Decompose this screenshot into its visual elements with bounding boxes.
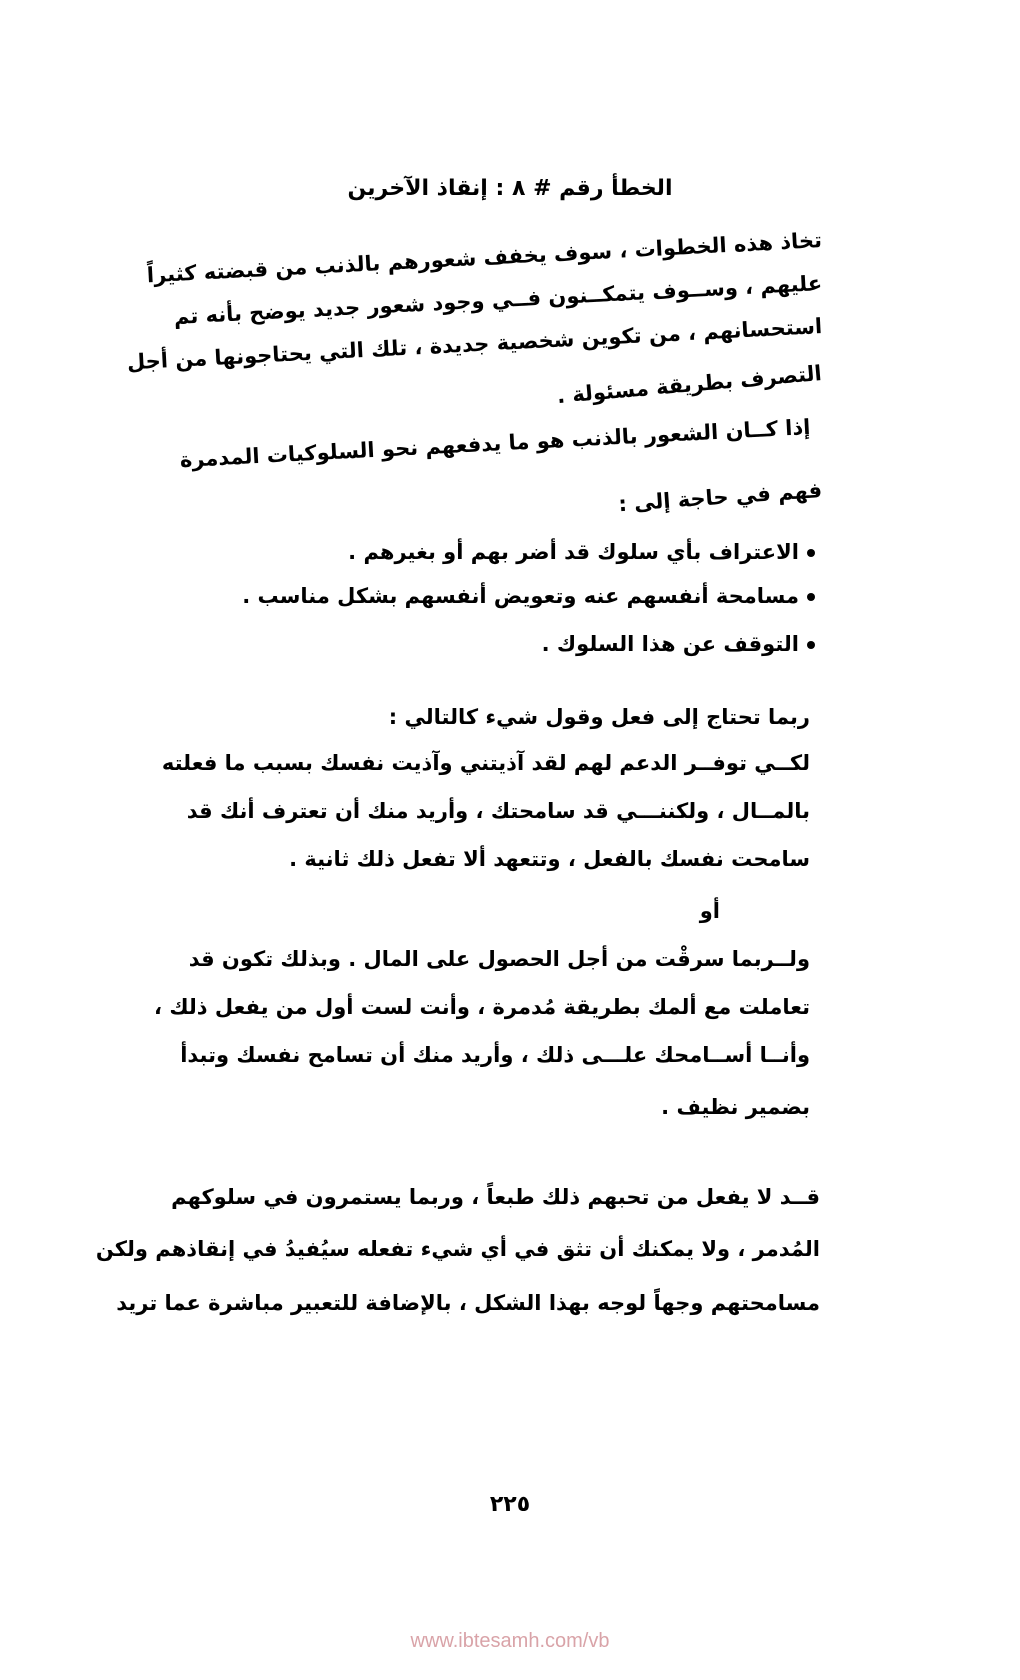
list-item: مسامحة أنفسهم عنه وتعويض أنفسهم بشكل مناسب .	[242, 584, 815, 608]
paragraph-line: عليهم ، وســوف يتمكــنون فــي وجود شعور جديد يوضح بأنه تم	[173, 271, 823, 329]
paragraph-line: سامحت نفسك بالفعل ، وتتعهد ألا تفعل ذلك ثانية .	[289, 847, 810, 871]
paragraph-line: مسامحتهم وجهاً لوجه بهذا الشكل ، بالإضافة للتعبير مباشرة عما تريد	[116, 1291, 820, 1315]
paragraph-line: المُدمر ، ولا يمكنك أن تثق في أي شيء تفعله سيُفيدُ في إنقاذهم ولكن	[95, 1237, 820, 1261]
list-item: الاعتراف بأي سلوك قد أضر بهم أو بغيرهم .	[348, 540, 815, 564]
paragraph-line: تعاملت مع ألمك بطريقة مُدمرة ، وأنت لست أول من يفعل ذلك ،	[154, 995, 810, 1019]
paragraph-line: تخاذ هذه الخطوات ، سوف يخفف شعورهم بالذنب من قبضته كثيراً	[146, 228, 823, 288]
list-item: التوقف عن هذا السلوك .	[542, 632, 815, 656]
paragraph-line: استحسانهم ، من تكوين شخصية جديدة ، تلك التي يحتاجونها من أجل	[126, 314, 823, 375]
page-number: ٢٢٥	[489, 1492, 531, 1517]
paragraph-line: ربما تحتاج إلى فعل وقول شيء كالتالي :	[388, 705, 810, 729]
bullet-icon	[807, 641, 815, 649]
paragraph-line: فهم في حاجة إلى :	[617, 478, 823, 517]
bullet-icon	[807, 549, 815, 557]
paragraph-line: التصرف بطريقة مسئولة .	[556, 361, 824, 409]
paragraph-line: قــد لا يفعل من تحبهم ذلك طبعاً ، وربما يستمرون في سلوكهم	[171, 1185, 820, 1209]
section-title: الخطأ رقم # ٨ : إنقاذ الآخرين	[347, 176, 673, 201]
paragraph-line: وأنــا أســامحك علـــى ذلك ، وأريد منك أن تسامح نفسك وتبدأ	[180, 1043, 810, 1067]
paragraph-line: إذا كــان الشعور بالذنب هو ما يدفعهم نحو السلوكيات المدمرة	[178, 415, 811, 473]
paragraph-line: بالمــال ، ولكننـــي قد سامحتك ، وأريد منك أن تعترف أنك قد	[186, 799, 810, 823]
paragraph-line: لكــي توفــر الدعم لهم لقد آذيتني وآذيت نفسك بسبب ما فعلته	[161, 751, 810, 775]
bullet-icon	[807, 593, 815, 601]
paragraph-line: بضمير نظيف .	[661, 1095, 810, 1119]
watermark: www.ibtesamh.com/vb	[410, 1630, 610, 1652]
paragraph-line: ولــربما سرقْت من أجل الحصول على المال . وبذلك تكون قد	[188, 947, 810, 971]
or-label: أو	[699, 899, 720, 923]
